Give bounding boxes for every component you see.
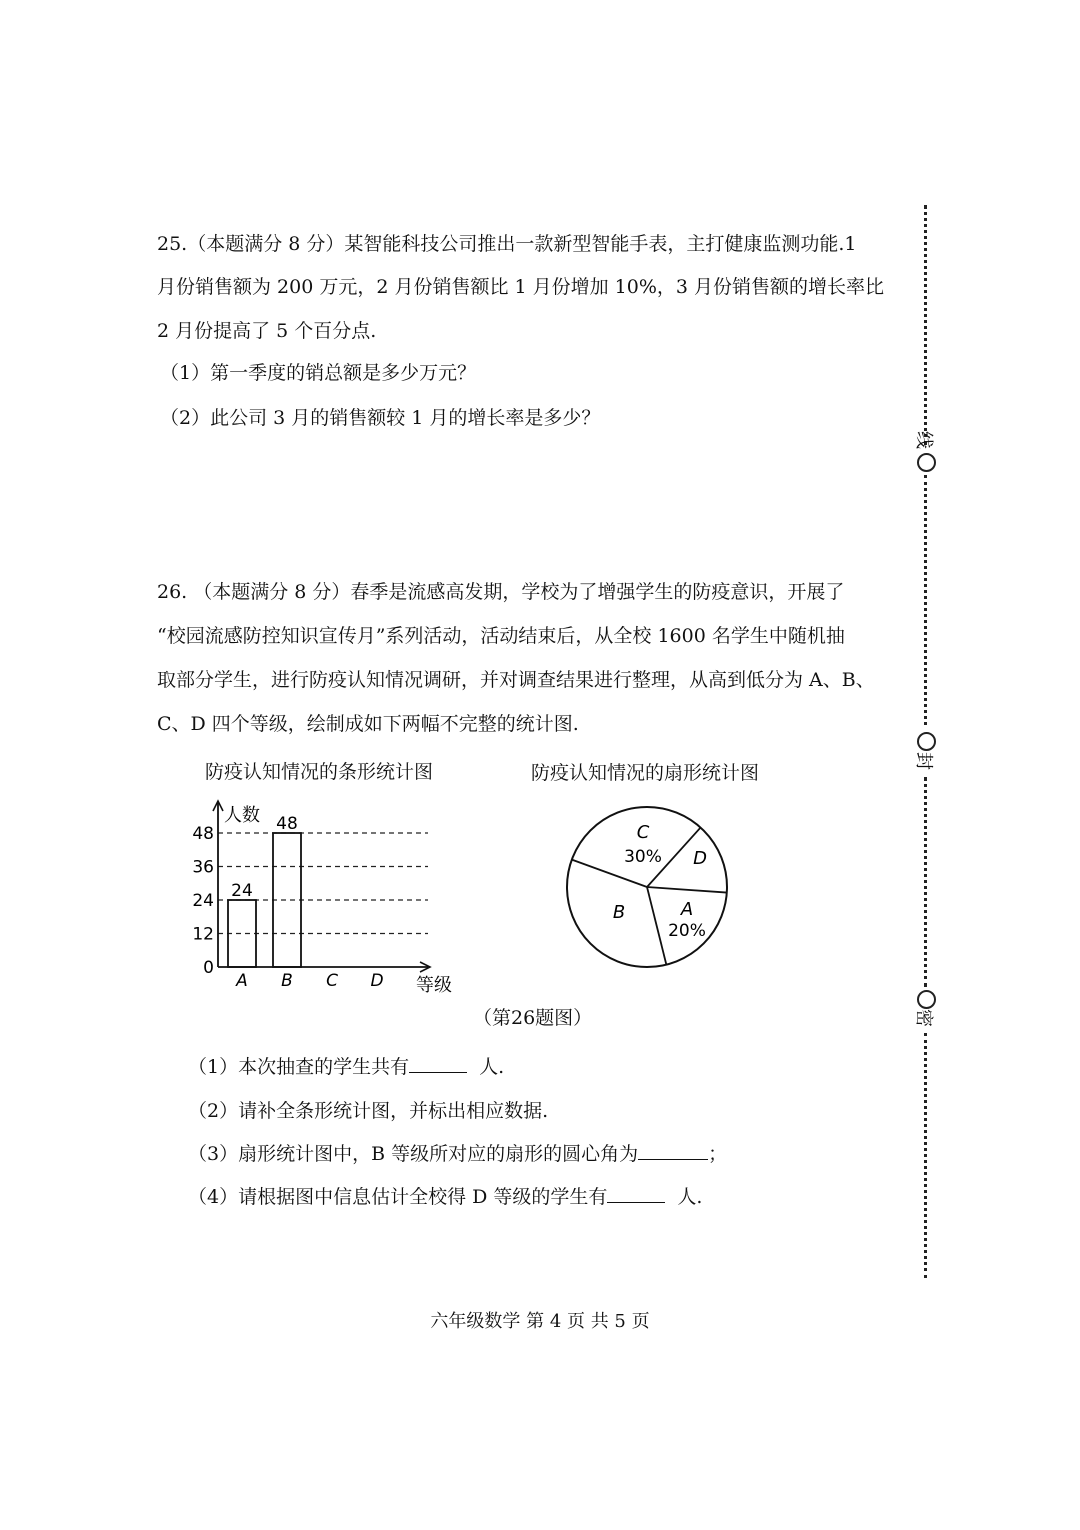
q26-sub1-text: （1）本次抽查的学生共有 [188, 1056, 410, 1078]
answer-blank-1[interactable] [409, 1054, 467, 1073]
q26-sub1 [188, 1052, 504, 1082]
binding-circle-bottom [917, 990, 936, 1009]
binding-dots-4 [924, 1033, 927, 1278]
bar-B [273, 833, 301, 967]
binding-char-mi: 密 [913, 1009, 934, 1027]
binding-dots-1 [924, 205, 927, 445]
bar-chart-title: 防疫认知情况的条形统计图 [205, 761, 434, 783]
answer-blank-3[interactable] [638, 1141, 708, 1160]
q26-line3: 取部分学生，进行防疫认知情况调研，并对调查结果进行整理，从高到低分为 A、B、 [157, 669, 875, 691]
pie-slice-label-A: A [680, 899, 694, 920]
x-tick-A: A [236, 971, 248, 991]
q25-sub2: （2）此公司 3 月的销售额较 1 月的增长率是多少？ [160, 407, 601, 429]
pie-boundary-a-b [647, 887, 666, 965]
y-tick-12: 12 [192, 924, 214, 945]
pie-slice-label-D: D [693, 848, 707, 869]
q25-line1: 25.（本题满分 8 分）某智能科技公司推出一款新型智能手表，主打健康监测功能.1 [157, 233, 857, 255]
q26-line4: C、D 四个等级，绘制成如下两幅不完整的统计图. [157, 713, 579, 735]
q26-sub3-text: （3）扇形统计图中，B 等级所对应的扇形的圆心角为 [188, 1143, 639, 1165]
q26-sub4 [188, 1182, 702, 1212]
y-tick-24: 24 [192, 891, 214, 911]
y-axis-label: 人数 [224, 805, 260, 826]
q25-sub1: （1）第一季度的销总额是多少万元？ [160, 362, 477, 384]
q26-sub2: （2）请补全条形统计图，并标出相应数据. [188, 1100, 549, 1122]
pie-slice-label-B: B [612, 902, 626, 923]
bar-value-label-B: 48 [276, 814, 298, 834]
q26-line2: “校园流感防控知识宣传月”系列活动，活动结束后，从全校 1600 名学生中随机抽 [157, 625, 845, 647]
pie-chart-title: 防疫认知情况的扇形统计图 [531, 762, 760, 784]
q25-line2: 月份销售额为 200 万元，2 月份销售额比 1 月份增加 10%，3 月份销售额的增长率比 [157, 276, 885, 298]
binding-line [914, 205, 938, 1280]
q25-line3: 2 月份提高了 5 个百分点. [157, 320, 377, 342]
x-tick-D: D [370, 971, 384, 991]
bar-A [228, 900, 256, 967]
q26-sub4-unit: 人. [677, 1186, 703, 1208]
pie-boundary-a-d [647, 887, 727, 893]
pie-slice-label-C: C [636, 822, 650, 843]
pie-slice-percent-C: 30% [624, 847, 662, 867]
binding-dots-3 [924, 777, 927, 987]
binding-circle-mid [917, 732, 936, 751]
binding-dots-2 [924, 475, 927, 725]
pie-slice-percent-A: 20% [668, 921, 706, 941]
q26-sub3 [188, 1139, 727, 1169]
q26-sub3-end: ； [708, 1143, 728, 1165]
binding-circle-top [917, 453, 936, 472]
q26-line1: 26. （本题满分 8 分）春季是流感高发期，学校为了增强学生的防疫意识，开展了 [157, 581, 845, 603]
y-tick-36: 36 [192, 857, 214, 878]
x-axis-label: 等级 [416, 975, 452, 996]
x-tick-B: B [281, 971, 293, 991]
x-tick-C: C [326, 971, 338, 991]
binding-char-xian: 线 [913, 431, 934, 449]
q26-sub4-text: （4）请根据图中信息估计全校得 D 等级的学生有 [188, 1186, 608, 1208]
binding-char-feng: 封 [913, 752, 934, 770]
page-footer: 六年级数学 第 4 页 共 5 页 [430, 1311, 650, 1332]
y-tick-48: 48 [192, 824, 214, 844]
q26-sub1-unit: 人. [479, 1056, 505, 1078]
figure-caption: （第26题图） [473, 1007, 593, 1029]
y-tick-0: 0 [203, 958, 214, 978]
bar-chart [180, 795, 470, 1005]
answer-blank-4[interactable] [607, 1184, 665, 1203]
pie-chart [555, 800, 745, 980]
bar-value-label-A: 24 [231, 881, 253, 901]
